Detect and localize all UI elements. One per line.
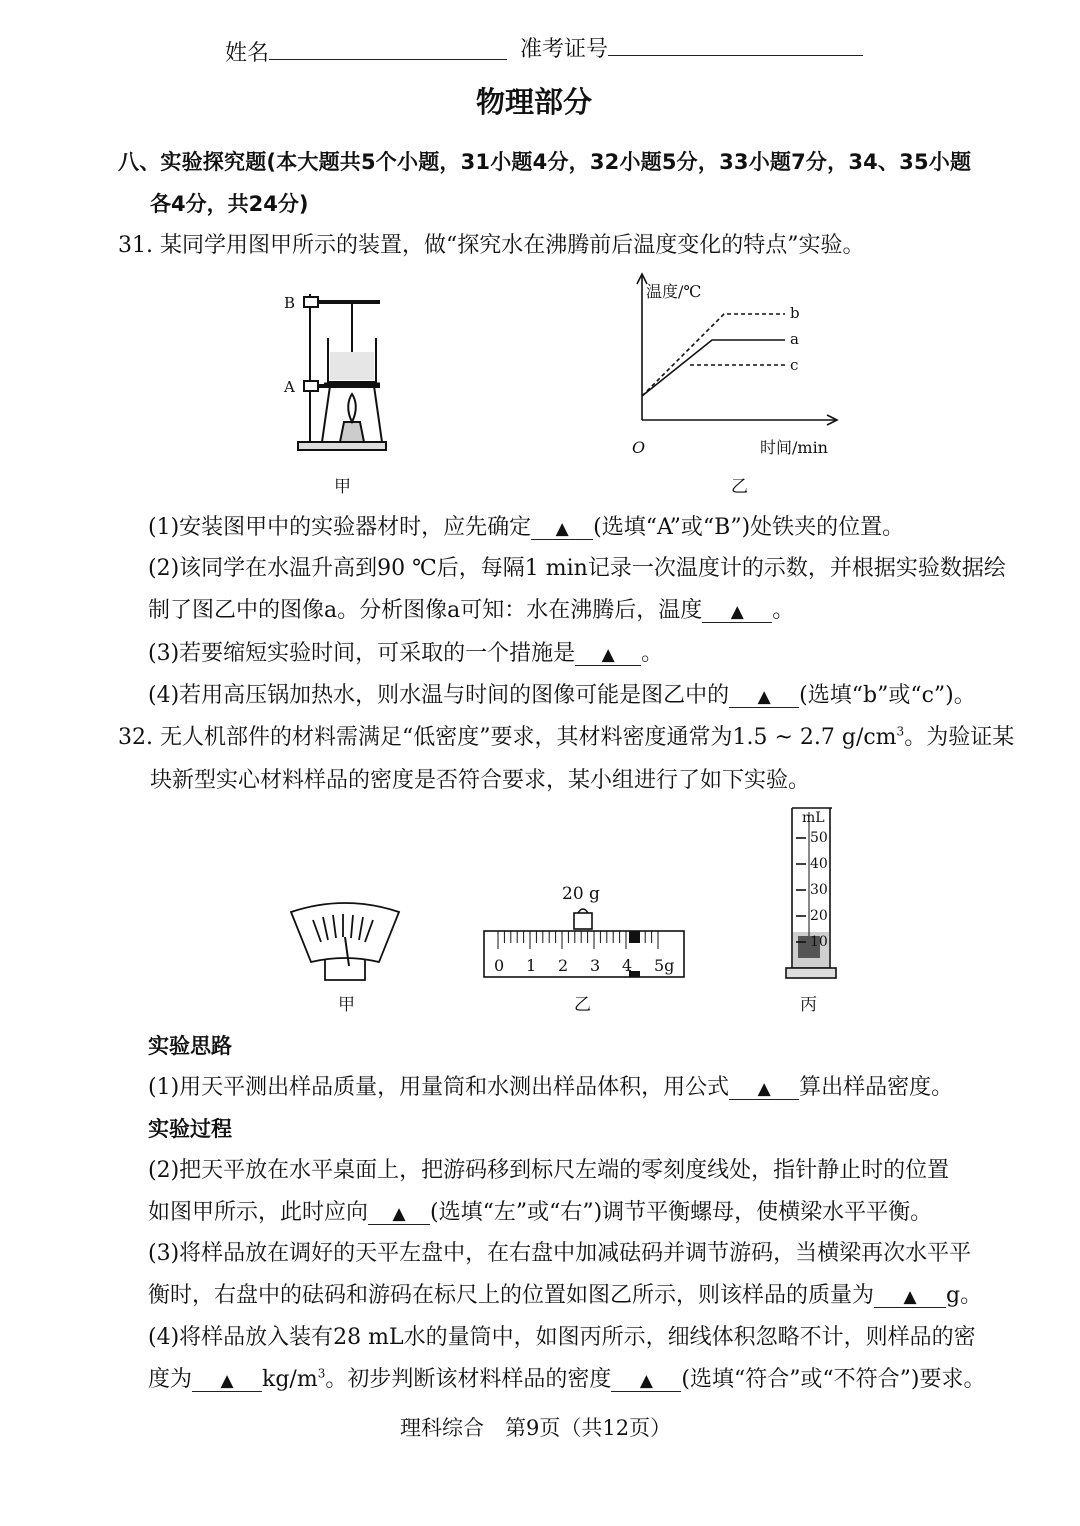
q31-part4-blank	[729, 685, 799, 708]
q32-part3-line2	[148, 1278, 982, 1309]
graph-ylabel: 温度/℃	[646, 282, 702, 301]
q31-part3-text: (3)若要缩短实验时间，可采取的一个措施是	[148, 641, 576, 666]
q31-fig-yi-caption: 乙	[731, 477, 748, 497]
weight-label: 20 g	[562, 884, 600, 904]
answer-mark: ▲	[220, 1371, 234, 1391]
q32-part4-line1: (4)将样品放入装有28 mL水的量筒中，如图丙所示，细线体积忽略不计，则样品的密	[148, 1325, 976, 1350]
q32-figure-yi	[482, 905, 687, 983]
cylinder-base	[786, 968, 836, 978]
q32-fig-jia-caption: 甲	[338, 995, 355, 1015]
q32-part3-blank	[874, 1285, 946, 1308]
page-footer: 理科综合 第9页（共12页）	[400, 1416, 672, 1440]
series-c-label: c	[790, 356, 799, 374]
answer-mark: ▲	[757, 687, 771, 707]
cylinder-mark-20: 20	[810, 908, 828, 924]
idea-heading: 实验思路	[148, 1034, 232, 1058]
rider-top	[629, 931, 640, 943]
q31-part3	[148, 636, 663, 667]
series-b-label: b	[790, 304, 800, 322]
q32-part1	[148, 1070, 953, 1101]
cylinder-unit: mL	[802, 810, 825, 826]
q32-stem-end: 。为验证某	[904, 725, 1015, 750]
q32-fig-yi-caption: 乙	[574, 995, 591, 1015]
scale-tick-0: 0	[494, 956, 505, 975]
q32-part2-line1: (2)把天平放在水平桌面上，把游码移到标尺左端的零刻度线处，指针静止时的位置	[148, 1158, 950, 1183]
scale-tick-3: 3	[590, 956, 601, 975]
cylinder-mark-40: 40	[810, 856, 828, 872]
q31-part3-blank	[575, 643, 641, 666]
q32-stem-sup: 3	[896, 724, 905, 739]
graph-origin: O	[632, 438, 646, 457]
name-label: 姓名	[225, 41, 270, 66]
q32-part4-text: 度为	[148, 1367, 193, 1392]
page-title: 物理部分	[476, 85, 593, 119]
q32-part1-text: (1)用天平测出样品质量，用量筒和水测出样品体积，用公式	[148, 1075, 730, 1100]
exam-id-label: 准考证号	[520, 37, 609, 62]
q31-part2-blank	[702, 600, 772, 623]
exam-id-field	[520, 32, 863, 63]
series-a-line	[642, 340, 785, 396]
scale-tick-1: 1	[526, 956, 537, 975]
q31-part4	[148, 678, 976, 709]
scale-tick-2: 2	[558, 956, 569, 975]
q31-fig-jia-caption: 甲	[334, 477, 351, 497]
clamp-label-a: A	[284, 378, 295, 396]
q31-part4-text: (4)若用高压锅加热水，则水温与时间的图像可能是图乙中的	[148, 683, 730, 708]
q31-part1	[148, 510, 904, 541]
clamp-label-b: B	[284, 294, 296, 312]
q32-figure-jia	[285, 900, 405, 985]
answer-mark: ▲	[392, 1204, 406, 1224]
q32-part1-blank	[729, 1077, 799, 1100]
q31-figure-jia	[280, 282, 400, 467]
answer-mark: ▲	[601, 645, 615, 665]
q32-part4-blank-judge	[611, 1369, 681, 1392]
q32-part2-blank	[368, 1202, 430, 1225]
q31-stem: 31. 某同学用图甲所示的装置，做“探究水在沸腾前后温度变化的特点”实验。	[118, 233, 865, 258]
section-heading-line2: 各4分，共24分)	[150, 192, 309, 216]
answer-mark: ▲	[757, 1079, 771, 1099]
q32-part1-end: 算出样品密度。	[799, 1075, 954, 1100]
series-b-line	[642, 314, 785, 396]
answer-mark: ▲	[555, 519, 569, 539]
q32-part2-line2	[148, 1195, 932, 1226]
q32-part2-text: 如图甲所示，此时应向	[148, 1200, 369, 1225]
q31-part1-blank	[531, 517, 593, 540]
answer-mark: ▲	[639, 1371, 653, 1391]
q31-part4-hint: (选填“b”或“c”)。	[799, 683, 976, 708]
scale-tick-5: 5g	[654, 956, 675, 975]
cylinder-mark-10: 10	[810, 934, 828, 950]
section-heading-line1: 八、实验探究题(本大题共5个小题，31小题4分，32小题5分，33小题7分，34、35小题	[118, 150, 972, 174]
answer-mark: ▲	[903, 1287, 917, 1307]
q32-stem-text: 32. 无人机部件的材料需满足“低密度”要求，其材料密度通常为1.5 ~ 2.7 g/cm	[118, 725, 897, 750]
q32-part4-hint: (选填“符合”或“不符合”)要求。	[681, 1367, 986, 1392]
q32-part4-mid: 。初步判断该材料样品的密度	[325, 1367, 612, 1392]
q31-part3-end: 。	[641, 641, 664, 666]
q31-part2-line1: (2)该同学在水温升高到90 ℃后，每隔1 min记录一次温度计的示数，并根据实验数据绘	[148, 556, 1006, 581]
q32-part4-unit: kg/m	[262, 1367, 318, 1392]
q32-part4-sup: 3	[317, 1366, 326, 1381]
exam-id-blank	[608, 33, 863, 56]
answer-mark: ▲	[730, 602, 744, 622]
q32-part2-hint: (选填“左”或“右”)调节平衡螺母，使横梁水平平衡。	[430, 1200, 933, 1225]
q31-part1-text: (1)安装图甲中的实验器材时，应先确定	[148, 515, 532, 540]
q32-part4-line2	[148, 1362, 986, 1393]
q31-figure-yi	[620, 270, 850, 465]
series-a-label: a	[790, 330, 799, 348]
cylinder-mark-50: 50	[810, 830, 828, 846]
q31-part2-line2	[148, 593, 794, 624]
q31-part1-hint: (选填“A”或“B”)处铁夹的位置。	[593, 515, 905, 540]
graph-xlabel: 时间/min	[760, 438, 828, 457]
q32-figure-bing	[782, 804, 842, 984]
cylinder-mark-30: 30	[810, 882, 828, 898]
q32-part3-text: 衡时，右盘中的砝码和游码在标尺上的位置如图乙所示，则该样品的质量为	[148, 1283, 875, 1308]
q32-fig-bing-caption: 丙	[800, 995, 817, 1015]
name-blank	[269, 37, 507, 60]
q32-part3-unit: g。	[946, 1283, 983, 1308]
process-heading: 实验过程	[148, 1117, 232, 1141]
q32-stem-line2: 块新型实心材料样品的密度是否符合要求，某小组进行了如下实验。	[150, 768, 811, 793]
weight-block	[574, 913, 592, 929]
q31-part2-text: 制了图乙中的图像a。分析图像a可知：水在沸腾后，温度	[148, 598, 703, 623]
q32-stem-line1	[118, 720, 1014, 751]
name-field	[225, 36, 507, 67]
q31-part2-end: 。	[772, 598, 795, 623]
scale-tick-4: 4	[622, 956, 633, 975]
q32-part3-line1: (3)将样品放在调好的天平左盘中，在右盘中加减砝码并调节游码，当横梁再次水平平	[148, 1241, 972, 1266]
q32-part4-blank-density	[192, 1369, 262, 1392]
